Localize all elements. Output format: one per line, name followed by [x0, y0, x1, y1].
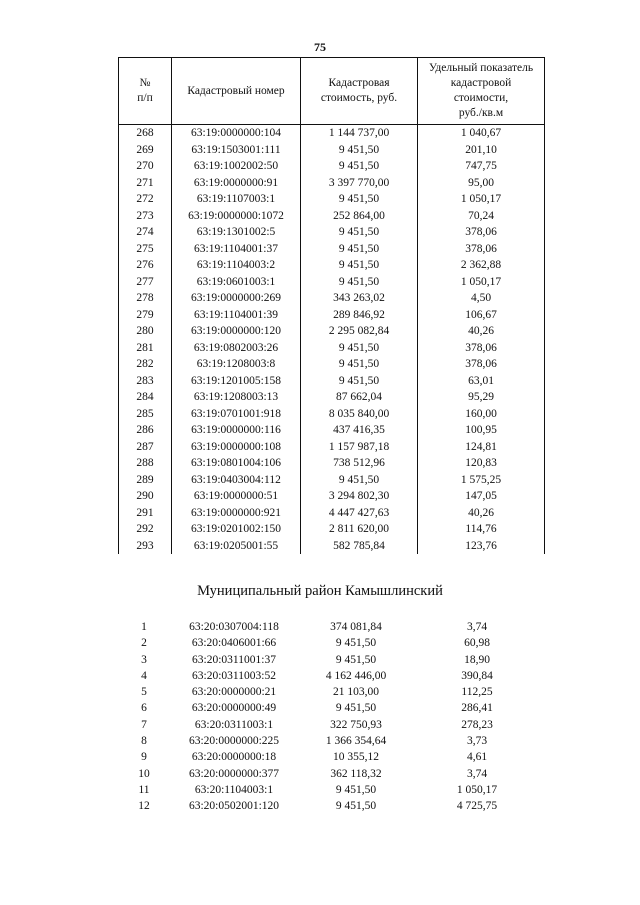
cell-cadastral-number: 63:19:0403004:112 [172, 472, 301, 489]
cell-cadastral-value: 4 162 446,00 [325, 669, 387, 682]
cell-cadastral-value: 252 864,00 [301, 208, 418, 225]
cell-index: 280 [119, 323, 172, 340]
table-row [119, 488, 545, 505]
cell-specific-value: 95,29 [418, 389, 545, 406]
cell-cadastral-number: 63:19:1104001:37 [172, 241, 301, 258]
cell-cadastral-number: 63:20:0311001:37 [192, 653, 276, 666]
district-row [118, 684, 540, 700]
cell-cadastral-number: 63:19:0000000:120 [172, 323, 301, 340]
cell-index: 7 [141, 718, 147, 731]
cell-cadastral-number: 63:20:0311003:1 [194, 718, 274, 731]
cell-cadastral-number: 63:19:0000000:1072 [172, 208, 301, 225]
district-row [118, 749, 540, 765]
cell-cadastral-number: 63:20:0307004:118 [189, 621, 279, 633]
cell-cadastral-number: 63:20:0000000:18 [191, 751, 277, 764]
cell-specific-value: 1 050,17 [456, 783, 498, 796]
cadastral-table [118, 57, 545, 554]
cell-cadastral-value: 9 451,50 [301, 472, 418, 489]
cell-cadastral-value: 1 366 354,64 [325, 735, 387, 748]
cell-specific-value: 390,84 [461, 669, 493, 682]
cell-index: 283 [119, 373, 172, 390]
cell-specific-value: 378,06 [418, 356, 545, 373]
cell-specific-value: 4,61 [466, 751, 488, 764]
cell-index: 268 [119, 125, 172, 142]
cell-cadastral-number: 63:19:1503001:111 [172, 142, 301, 159]
header-index: № п/п [119, 58, 172, 125]
cell-specific-value: 201,10 [418, 142, 545, 159]
cell-cadastral-value: 343 263,02 [301, 290, 418, 307]
header-specific-value: Удельный показатель кадастровой стоимости, руб./кв.м [418, 58, 545, 125]
table-row [119, 521, 545, 538]
cell-specific-value: 147,05 [418, 488, 545, 505]
cell-cadastral-number: 63:19:0000000:116 [172, 422, 301, 439]
cell-cadastral-value: 9 451,50 [335, 702, 377, 715]
cell-cadastral-value: 9 451,50 [335, 637, 377, 650]
cell-cadastral-number: 63:20:0000000:225 [188, 735, 280, 748]
cell-cadastral-number: 63:19:0000000:91 [172, 175, 301, 192]
cell-cadastral-value: 9 451,50 [301, 142, 418, 159]
table-row [119, 340, 545, 357]
cell-cadastral-number: 63:19:0000000:269 [172, 290, 301, 307]
cell-index: 8 [141, 735, 147, 748]
cell-index: 2 [141, 637, 147, 650]
cell-cadastral-number: 63:19:1104001:39 [172, 307, 301, 324]
cell-specific-value: 378,06 [418, 340, 545, 357]
cell-index: 289 [119, 472, 172, 489]
cell-index: 10 [138, 767, 150, 780]
cell-cadastral-value: 1 144 737,00 [301, 125, 418, 142]
cell-specific-value: 123,76 [418, 538, 545, 555]
cell-specific-value: 124,81 [418, 439, 545, 456]
cell-specific-value: 4 725,75 [456, 800, 498, 813]
cell-cadastral-number: 63:19:0201002:150 [172, 521, 301, 538]
cell-index: 287 [119, 439, 172, 456]
cell-cadastral-value: 9 451,50 [301, 224, 418, 241]
table-header-row [119, 58, 545, 125]
cell-index: 269 [119, 142, 172, 159]
district-table-body [118, 619, 540, 815]
cell-cadastral-value: 374 081,84 [330, 621, 382, 633]
cell-cadastral-value: 9 451,50 [301, 191, 418, 208]
cell-cadastral-number: 63:20:1104003:1 [194, 783, 274, 796]
cell-index: 290 [119, 488, 172, 505]
cell-cadastral-number: 63:20:0000000:377 [188, 767, 280, 780]
cell-index: 9 [141, 751, 147, 764]
cell-index: 284 [119, 389, 172, 406]
cell-index: 277 [119, 274, 172, 291]
cell-specific-value: 378,06 [418, 224, 545, 241]
cell-index: 6 [141, 702, 147, 715]
cell-cadastral-number: 63:20:0502001:120 [188, 800, 280, 813]
cell-index: 270 [119, 158, 172, 175]
cell-cadastral-value: 9 451,50 [335, 783, 377, 796]
district-table [118, 619, 540, 815]
table-row [119, 158, 545, 175]
cell-cadastral-number: 63:20:0311003:52 [192, 669, 276, 682]
cell-cadastral-number: 63:19:1201005:158 [172, 373, 301, 390]
cell-specific-value: 60,98 [464, 637, 490, 650]
cell-cadastral-number: 63:20:0406001:66 [191, 637, 277, 650]
table-row [119, 125, 545, 142]
cell-cadastral-number: 63:20:0000000:49 [191, 702, 277, 715]
cell-cadastral-value: 9 451,50 [301, 274, 418, 291]
cell-cadastral-value: 9 451,50 [301, 340, 418, 357]
table-row [119, 472, 545, 489]
cell-specific-value: 1 050,17 [418, 274, 545, 291]
cell-cadastral-value: 9 451,50 [301, 241, 418, 258]
cell-specific-value: 278,23 [461, 718, 493, 731]
district-row [118, 733, 540, 749]
district-row [118, 782, 540, 798]
cell-index: 293 [119, 538, 172, 555]
cell-specific-value: 4,50 [418, 290, 545, 307]
cell-cadastral-number: 63:19:0205001:55 [172, 538, 301, 555]
cell-specific-value: 1 040,67 [418, 125, 545, 142]
cell-cadastral-number: 63:19:1301002:5 [172, 224, 301, 241]
cell-cadastral-value: 87 662,04 [301, 389, 418, 406]
header-cadastral-value: Кадастровая стоимость, руб. [301, 58, 418, 125]
cell-index: 4 [141, 669, 147, 682]
cell-index: 281 [119, 340, 172, 357]
cell-cadastral-value: 9 451,50 [335, 653, 377, 666]
cell-cadastral-value: 2 295 082,84 [301, 323, 418, 340]
cell-specific-value: 160,00 [418, 406, 545, 423]
cell-cadastral-number: 63:19:0000000:108 [172, 439, 301, 456]
table-row [119, 439, 545, 456]
cell-cadastral-value: 322 750,93 [330, 718, 382, 731]
cell-cadastral-number: 63:19:1107003:1 [172, 191, 301, 208]
cell-cadastral-number: 63:19:1104003:2 [172, 257, 301, 274]
cell-index: 272 [119, 191, 172, 208]
cell-cadastral-value: 8 035 840,00 [301, 406, 418, 423]
cell-cadastral-value: 2 811 620,00 [301, 521, 418, 538]
table-row [119, 455, 545, 472]
cell-index: 278 [119, 290, 172, 307]
cell-specific-value: 40,26 [418, 505, 545, 522]
cell-specific-value: 63,01 [418, 373, 545, 390]
cell-cadastral-number: 63:19:0000000:104 [172, 125, 301, 142]
cell-cadastral-value: 3 294 802,30 [301, 488, 418, 505]
cell-index: 11 [138, 783, 150, 796]
table-row [119, 389, 545, 406]
cell-specific-value: 114,76 [418, 521, 545, 538]
cell-index: 5 [141, 686, 147, 699]
page-number: 75 [314, 40, 326, 54]
cell-cadastral-number: 63:19:0802003:26 [172, 340, 301, 357]
cell-specific-value: 1 575,25 [418, 472, 545, 489]
table-row [119, 191, 545, 208]
district-row [118, 717, 540, 733]
cell-cadastral-value: 9 451,50 [301, 158, 418, 175]
table-row [119, 323, 545, 340]
table-row [119, 538, 545, 555]
table-row [119, 224, 545, 241]
cell-specific-value: 3,73 [466, 735, 488, 748]
cell-cadastral-number: 63:20:0000000:21 [191, 686, 277, 699]
cell-cadastral-value: 1 157 987,18 [301, 439, 418, 456]
cell-specific-value: 18,90 [464, 653, 490, 666]
cell-cadastral-number: 63:19:0000000:921 [172, 505, 301, 522]
cell-specific-value: 2 362,88 [418, 257, 545, 274]
cell-specific-value: 286,41 [461, 702, 493, 715]
table-row [119, 307, 545, 324]
table-row [119, 406, 545, 423]
cell-cadastral-value: 289 846,92 [301, 307, 418, 324]
cell-specific-value: 112,25 [461, 686, 493, 699]
cell-specific-value: 3,74 [466, 767, 488, 780]
cell-index: 292 [119, 521, 172, 538]
district-row [118, 652, 540, 668]
cell-specific-value: 40,26 [418, 323, 545, 340]
cell-index: 273 [119, 208, 172, 225]
cell-index: 274 [119, 224, 172, 241]
cell-cadastral-number: 63:19:0701001:918 [172, 406, 301, 423]
cell-cadastral-value: 437 416,35 [301, 422, 418, 439]
table-row [119, 290, 545, 307]
cell-cadastral-value: 9 451,50 [301, 356, 418, 373]
header-cadastral-number: Кадастровый номер [172, 58, 301, 125]
district-row [118, 766, 540, 782]
cell-cadastral-value: 21 103,00 [333, 686, 379, 699]
section-title: Муниципальный район Камышлинский [197, 583, 443, 599]
cell-index: 275 [119, 241, 172, 258]
table-row [119, 208, 545, 225]
table-row [119, 142, 545, 159]
table-row [119, 257, 545, 274]
cell-cadastral-value: 582 785,84 [301, 538, 418, 555]
cell-specific-value: 3,74 [466, 621, 488, 633]
cell-specific-value: 120,83 [418, 455, 545, 472]
cell-index: 12 [138, 800, 150, 813]
cell-specific-value: 95,00 [418, 175, 545, 192]
cell-cadastral-value: 738 512,96 [301, 455, 418, 472]
table-row [119, 373, 545, 390]
district-row [118, 635, 540, 651]
cell-cadastral-number: 63:19:0601003:1 [172, 274, 301, 291]
table-row [119, 505, 545, 522]
cell-specific-value: 70,24 [418, 208, 545, 225]
cell-cadastral-value: 362 118,32 [330, 767, 382, 780]
cell-index: 3 [141, 653, 147, 666]
cell-index: 285 [119, 406, 172, 423]
district-row [118, 798, 540, 814]
cell-specific-value: 100,95 [418, 422, 545, 439]
cell-cadastral-value: 9 451,50 [301, 257, 418, 274]
cell-cadastral-value: 9 451,50 [301, 373, 418, 390]
cell-cadastral-value: 4 447 427,63 [301, 505, 418, 522]
cell-cadastral-number: 63:19:1208003:13 [172, 389, 301, 406]
cell-specific-value: 747,75 [418, 158, 545, 175]
cell-index: 282 [119, 356, 172, 373]
table-row [119, 356, 545, 373]
cell-cadastral-value: 9 451,50 [335, 800, 377, 813]
cell-index: 291 [119, 505, 172, 522]
cell-cadastral-number: 63:19:1002002:50 [172, 158, 301, 175]
cell-cadastral-number: 63:19:0000000:51 [172, 488, 301, 505]
district-row [118, 668, 540, 684]
table-row [119, 175, 545, 192]
cell-cadastral-number: 63:19:0801004:106 [172, 455, 301, 472]
cell-index: 286 [119, 422, 172, 439]
table-row [119, 241, 545, 258]
cell-cadastral-value: 3 397 770,00 [301, 175, 418, 192]
cell-specific-value: 378,06 [418, 241, 545, 258]
cell-specific-value: 1 050,17 [418, 191, 545, 208]
cell-index: 276 [119, 257, 172, 274]
table-row [119, 422, 545, 439]
cell-cadastral-number: 63:19:1208003:8 [172, 356, 301, 373]
cell-index: 279 [119, 307, 172, 324]
table-row [119, 274, 545, 291]
cell-index: 1 [141, 621, 147, 633]
cell-index: 288 [119, 455, 172, 472]
cell-index: 271 [119, 175, 172, 192]
cell-specific-value: 106,67 [418, 307, 545, 324]
district-row [118, 619, 540, 635]
district-row [118, 700, 540, 716]
cell-cadastral-value: 10 355,12 [333, 751, 379, 764]
table-body [119, 125, 545, 555]
